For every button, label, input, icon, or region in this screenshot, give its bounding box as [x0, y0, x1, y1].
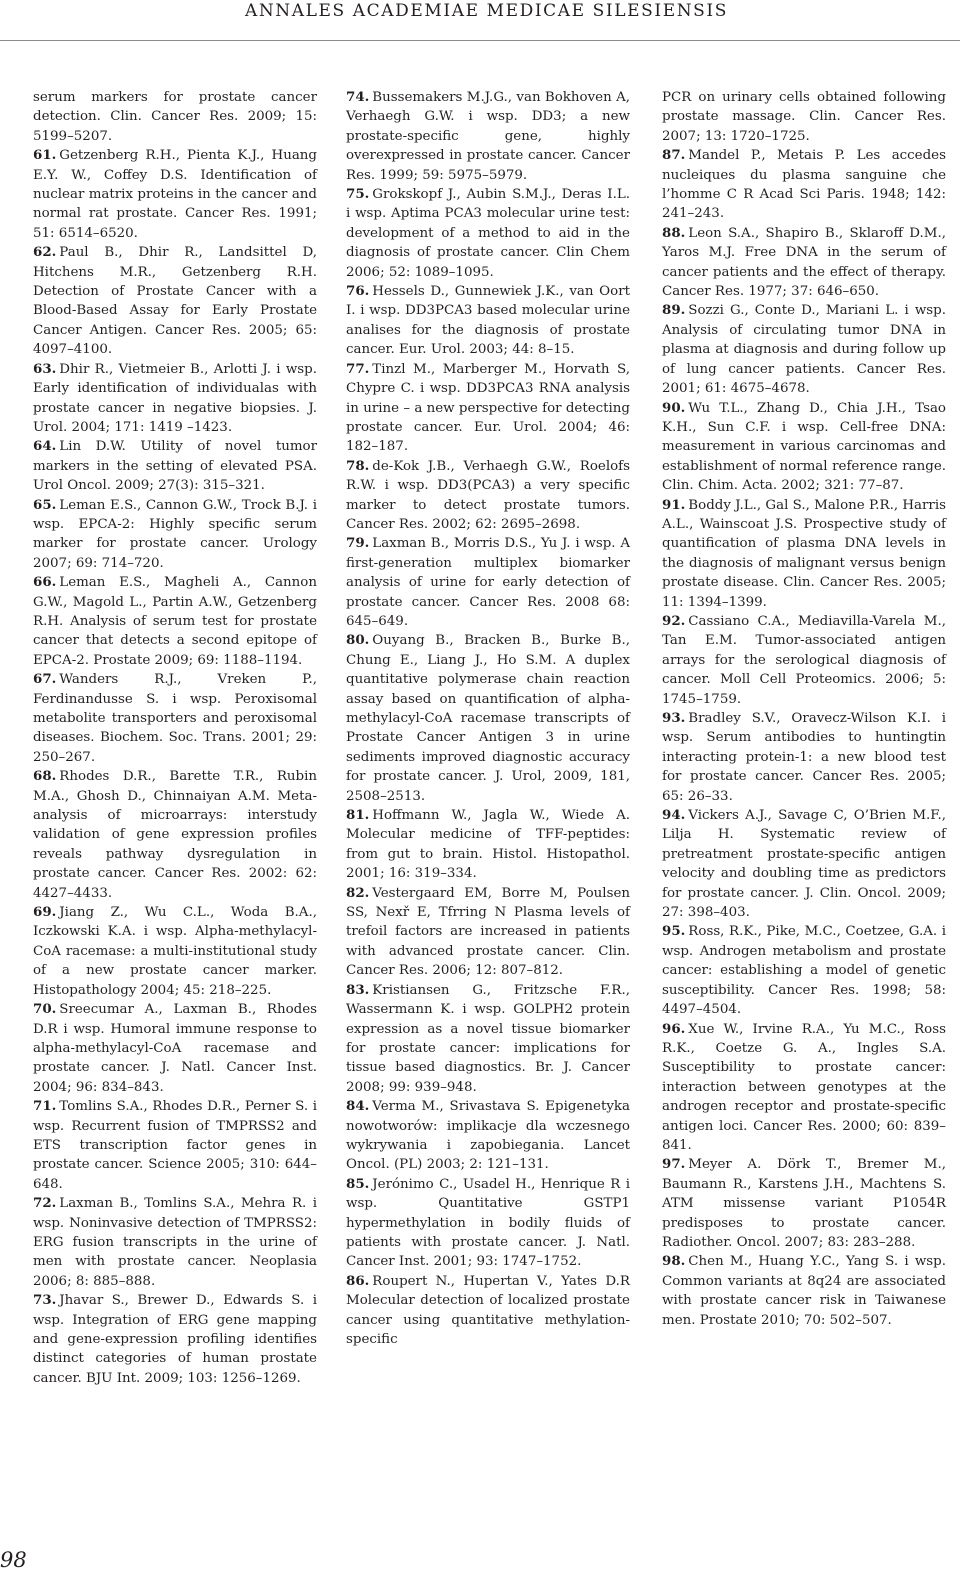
reference-number: 77.	[346, 360, 370, 377]
reference-text: i wsp. Common variants at 8q24 are associated with prostate cancer risk in Taiwanese men. Prostate 2010; 70: 502–507.	[662, 1254, 946, 1328]
reference-text: Les accedes nucleiques du plasma sanguine che l’homme C R Acad Sci Paris. 1948; 142: 241–243.	[662, 148, 946, 222]
reference-entry	[662, 1020, 946, 1156]
reference-text: i wsp. DD3PCA3 RNA analysis in urine – a new perspective for detecting prostate cancer. Eur. Urol. 2004; 46: 182–187.	[346, 381, 631, 455]
reference-entry	[33, 88, 317, 146]
reference-entry	[33, 360, 317, 438]
reference-number: 87.	[662, 147, 686, 164]
reference-entry	[662, 146, 946, 224]
reference-number: 80.	[346, 632, 370, 649]
reference-number: 65.	[33, 496, 57, 513]
reference-number: 62.	[33, 244, 57, 261]
reference-text: i wsp. EPCA-2: Highly specific serum marker for prostate cancer. Urology 2007; 69: 714–720.	[33, 497, 317, 571]
reference-text: i wsp. Alpha-methylacyl-CoA racemase: a multi-institutional study of a new prostate cancer marker. Histopathology 2004; 45: 218–225.	[33, 924, 317, 998]
reference-number: 90.	[662, 399, 686, 416]
reference-authors: Bussemakers M.J.G., van Bokhoven A, Verhaegh G.W.	[346, 90, 630, 125]
reference-text: i wsp. Serum antibodies to huntingtin interacting protein-1: a new blood test for prostate cancer. Cancer Res. 2005; 65: 26–33.	[662, 711, 946, 804]
reference-authors: Hessels D., Gunnewiek J.K., van Oort I.	[346, 284, 630, 319]
reference-column-2	[346, 88, 630, 1349]
reference-text: i wsp. Integration of ERG gene mapping and gene-expression profiling identifies distinct categories of human prostate cancer. BJU Int. 2009; 103: 1256–1269.	[33, 1293, 317, 1386]
reference-text: Detection of Prostate Cancer with a Blood-Based Assay for Early Prostate Cancer Antigen. Cancer Res. 2005; 65: 4097–4100.	[33, 284, 317, 358]
reference-entry	[662, 399, 946, 496]
reference-number: 61.	[33, 147, 57, 164]
reference-number: 84.	[346, 1098, 370, 1115]
reference-authors: Jerónimo C., Usadel H., Henrique R	[372, 1176, 621, 1192]
reference-entry	[662, 496, 946, 612]
reference-text: ATM missense variant P1054R predisposes to prostate cancer. Radiother. Oncol. 2007; 83: 283–288.	[662, 1196, 946, 1250]
reference-authors: Dhir R., Vietmeier B., Arlotti J.	[59, 361, 271, 377]
reference-entry	[33, 1291, 317, 1388]
reference-text: A duplex quantitative polymerase chain reaction assay based on quantification of alpha-methylacyl-CoA racemase transcripts of Prostate Cancer Antigen 3 in urine sediments improved diagnostic accuracy for prostate cancer. J. Urol, 2009, 181, 2508–2513.	[346, 652, 630, 804]
reference-text: Molecular medicine of TFF-peptides: from gut to brain. Histol. Histopathol. 2001; 16: 319–334.	[346, 827, 630, 882]
reference-number: 81.	[346, 807, 370, 824]
reference-entry	[346, 534, 630, 631]
reference-entry	[33, 767, 317, 903]
reference-authors: de-Kok J.B., Verhaegh G.W., Roelofs R.W.	[346, 458, 630, 494]
reference-number: 69.	[33, 904, 57, 921]
reference-number: 92.	[662, 612, 686, 629]
reference-entry	[346, 88, 630, 185]
reference-entry	[662, 301, 946, 398]
reference-entry	[33, 437, 317, 495]
reference-authors: Verma M., Srivastava S.	[372, 1099, 540, 1115]
reference-authors: Bradley S.V., Oravecz-Wilson K.I.	[688, 711, 931, 726]
reference-authors: Jiang Z., Wu C.L., Woda B.A., Iczkowski K.A.	[33, 905, 317, 940]
reference-entry	[33, 1194, 317, 1291]
reference-entry	[33, 1000, 317, 1097]
reference-text: i wsp. Analysis of circulating tumor DNA in plasma at diagnosis and during follow up of lung cancer patients. Cancer Res. 2001; 61: 4675–4678.	[662, 303, 946, 397]
reference-number: 63.	[33, 360, 57, 377]
reference-authors: Jhavar S., Brewer D., Edwards S.	[59, 1293, 305, 1309]
running-head	[0, 0, 960, 41]
reference-number: 68.	[33, 768, 57, 785]
reference-text: Analysis of serum test for prostate cancer that detects a second epitope of EPCA-2. Prostate 2009; 69: 1188–1194.	[33, 613, 317, 668]
reference-authors: Lin D.W.	[59, 439, 126, 455]
reference-authors: Paul B., Dhir R., Landsittel D, Hitchens M.R., Getzenberg R.H.	[33, 245, 317, 280]
journal-title: ANNALES ACADEMIAE MEDICAE SILESIENSIS	[244, 1, 728, 21]
reference-text: i wsp. Peroxisomal metabolite transporters and peroxisomal diseases. Biochem. Soc. Trans. 2001; 29: 250–267.	[33, 691, 317, 765]
reference-text: PCR on urinary cells obtained following prostate massage. Clin. Cancer Res. 2007; 13: 1720–1725.	[662, 90, 946, 144]
reference-number: 72.	[33, 1195, 57, 1212]
reference-number: 75.	[346, 186, 370, 203]
reference-entry	[33, 670, 317, 767]
reference-text: serum markers for prostate cancer detection. Clin. Cancer Res. 2009; 15: 5199–5207.	[33, 90, 317, 144]
reference-text: Systematic review of pretreatment prostate-specific antigen velocity and doubling time as predictors for prostate cancer. J. Clin. Oncol. 2009; 27: 398–403.	[662, 827, 946, 921]
reference-entry	[662, 1252, 946, 1330]
reference-text: i wsp. Noninvasive detection of TMPRSS2: ERG fusion transcripts in the urine of men with prostate cancer. Neoplasia 2006; 8: 885–888.	[33, 1196, 317, 1289]
reference-authors: Rhodes D.R., Barette T.R., Rubin M.A., Ghosh D., Chinnaiyan A.M.	[33, 769, 317, 804]
reference-text: i wsp. Androgen metabolism and prostate cancer: establishing a model of genetic susceptibility. Cancer Res. 1998; 58: 4497–4504.	[662, 924, 947, 1018]
reference-text: i wsp. Early identification of individualas with prostate cancer in negative biopsies. J. Urol. 2004; 171: 1419 –1423.	[33, 361, 317, 435]
reference-number: 88.	[662, 224, 686, 241]
reference-authors: Boddy J.L., Gal S., Malone P.R., Harris A.L., Wainscoat J.S.	[662, 497, 946, 532]
reference-text: Plasma levels of trefoil factors are increased in patients with advanced prostate cancer. Clin. Cancer Res. 2006; 12: 807–812.	[346, 905, 630, 979]
reference-number: 66.	[33, 574, 57, 591]
reference-text: Free DNA in the serum of cancer patients and the effect of therapy. Cancer Res. 1977; 37: 646–650.	[662, 245, 946, 300]
reference-text: i wsp. Aptima PCA3 molecular urine test: development of a method to aid in the diagnosis of prostate cancer. Clin Chem 2006; 52: 1089–1095.	[346, 206, 630, 280]
reference-column-1	[33, 88, 317, 1388]
reference-text: Identification of nuclear matrix proteins in the cancer and normal rat prostate. Cancer Res. 1991; 51: 6514–6520.	[33, 167, 317, 241]
reference-text: i wsp. DD3PCA3 based molecular urine analises for the diagnosis of prostate cancer. Eur. Urol. 2003; 44: 8–15.	[346, 303, 630, 358]
reference-text: i wsp. Recurrent fusion of TMPRSS2 and ETS transcription factor genes in prostate cancer. Science 2005; 310: 644–648.	[33, 1099, 318, 1192]
reference-entry	[346, 981, 630, 1097]
reference-authors: Vickers A.J., Savage C, O’Brien M.F., Lilja H.	[662, 808, 946, 843]
reference-entry	[346, 1097, 630, 1175]
reference-entry	[346, 1175, 630, 1272]
reference-number: 93.	[662, 710, 686, 726]
reference-number: 85.	[346, 1175, 370, 1192]
reference-text: i wsp. Cell-free DNA: measurement in various carcinomas and establishment of normal reference range. Clin. Chim. Acta. 2002; 321: 77–87.	[662, 419, 946, 494]
reference-number: 79.	[346, 535, 370, 552]
reference-authors: Chen M., Huang Y.C., Yang S.	[688, 1254, 899, 1270]
reference-text: i wsp. DD3(PCA3) a very specific marker to detect prostate tumors. Cancer Res. 2002; 62: 2695–2698.	[346, 478, 630, 532]
reference-authors: Laxman B., Morris D.S., Yu J.	[372, 536, 571, 552]
reference-entry	[346, 282, 630, 360]
reference-text: Epigenetyka nowotworów: implikacje dla wczesnego wykrywania i zapobiegania. Lancet Oncol. (PL) 2003; 2: 121–131.	[346, 1099, 630, 1173]
reference-entry	[33, 903, 317, 1000]
reference-number: 97.	[662, 1156, 686, 1173]
reference-entry	[33, 146, 317, 243]
reference-entry	[33, 496, 317, 574]
reference-authors: Grokskopf J., Aubin S.M.J., Deras I.L.	[372, 187, 630, 203]
reference-text: Meta-analysis of microarrays: interstudy validation of gene expression profiles reveals pathway dysregulation in prostate cancer. Cancer Res. 2002: 62: 4427–4433.	[33, 788, 317, 901]
reference-text: Prospective study of quantification of plasma DNA levels in the diagnosis of malignant versus benign prostate disease. Clin. Cancer Res. 2005; 11: 1394–1399.	[662, 516, 946, 610]
reference-authors: Tinzl M., Marberger M., Horvath S, Chypre C.	[346, 361, 630, 397]
reference-authors: Leon S.A., Shapiro B., Sklaroff D.M., Yaros M.J.	[662, 225, 946, 261]
reference-number: 83.	[346, 981, 370, 998]
reference-authors: Ross, R.K., Pike, M.C., Coetzee, G.A.	[688, 924, 938, 940]
reference-number: 71.	[33, 1098, 57, 1115]
reference-authors: Leman E.S., Magheli A., Cannon G.W., Magold L., Partin A.W., Getzenberg R.H.	[33, 575, 317, 629]
reference-authors: Ouyang B., Bracken B., Burke B., Chung E., Liang J., Ho S.M.	[346, 633, 630, 668]
reference-authors: Mandel P., Metais P.	[688, 148, 846, 164]
reference-authors: Roupert N., Hupertan V., Yates D.R	[372, 1273, 630, 1289]
reference-authors: Cassiano C.A., Mediavilla-Varela M., Tan E.M.	[662, 613, 946, 649]
reference-number: 78.	[346, 457, 370, 474]
reference-entry	[346, 806, 630, 884]
reference-entry	[346, 631, 630, 806]
reference-entry	[346, 185, 630, 282]
reference-entry	[662, 88, 946, 146]
reference-text: i wsp. GOLPH2 protein expression as a novel tissue biomarker for prostate cancer: implications for tissue based diagnostics. Br. J. Cancer 2008; 99: 939–948.	[346, 1002, 630, 1095]
reference-text: i wsp. Quantitative GSTP1 hypermethylation in bodily fluids of patients with prostate cancer. J. Natl. Cancer Inst. 2001; 93: 1747–1752.	[346, 1176, 630, 1270]
reference-entry	[662, 612, 946, 709]
reference-number: 95.	[662, 923, 686, 940]
reference-number: 96.	[662, 1020, 686, 1037]
reference-entry	[662, 922, 946, 1019]
reference-text: i wsp. DD3; a new prostate-specific gene, highly overexpressed in prostate cancer. Cancer Res. 1999; 59: 5975–5979.	[346, 109, 630, 183]
reference-entry	[33, 573, 317, 670]
reference-authors: Xue W., Irvine R.A., Yu M.C., Ross R.K., Coetze G. A., Ingles S.A.	[662, 1021, 946, 1056]
reference-number: 82.	[346, 884, 370, 901]
reference-entry	[346, 884, 630, 981]
reference-entry	[346, 457, 630, 535]
reference-authors: Sozzi G., Conte D., Mariani L.	[688, 303, 899, 319]
reference-number: 76.	[346, 283, 370, 300]
reference-number: 73.	[33, 1292, 57, 1309]
reference-number: 70.	[33, 1001, 57, 1018]
reference-authors: Sreecumar A., Laxman B., Rhodes D.R	[33, 1002, 317, 1037]
reference-entry	[346, 360, 630, 457]
reference-authors: Meyer A. Dörk T., Bremer M., Baumann R., Karstens J.H., Machtens S.	[662, 1157, 946, 1192]
reference-number: 86.	[346, 1272, 370, 1289]
reference-authors: Tomlins S.A., Rhodes D.R., Perner S.	[59, 1099, 309, 1115]
reference-authors: Leman E.S., Cannon G.W., Trock B.J.	[59, 497, 309, 513]
reference-number: 98.	[662, 1253, 686, 1270]
reference-entry	[662, 1155, 946, 1252]
reference-entry	[33, 243, 317, 359]
reference-text: Susceptibility to prostate cancer: interaction between genotypes at the androgen receptor and prostate-specific antigen loci. Cancer Res. 2000; 60: 839–841.	[662, 1060, 946, 1153]
reference-entry	[662, 806, 946, 922]
reference-number: 74.	[346, 89, 370, 105]
reference-authors: Hoffmann W., Jagla W., Wiede A.	[372, 808, 630, 824]
reference-authors: Vestergaard EM, Borre M, Poulsen SS, Nexř E, Tfrring N	[346, 885, 630, 921]
reference-entry	[662, 224, 946, 302]
reference-number: 67.	[33, 671, 57, 688]
reference-authors: Getzenberg R.H., Pienta K.J., Huang E.Y. W., Coffey D.S.	[33, 148, 317, 183]
reference-entry	[33, 1097, 317, 1194]
reference-authors: Wu T.L., Zhang D., Chia J.H., Tsao K.H., Sun C.F.	[662, 400, 946, 435]
reference-authors: Kristiansen G., Fritzsche F.R., Wassermann K.	[346, 982, 630, 1018]
reference-number: 64.	[33, 438, 57, 455]
reference-entry	[662, 709, 946, 806]
reference-text: Molecular detection of localized prostate cancer using quantitative methylation-specific	[346, 1293, 630, 1347]
reference-text: i wsp. Humoral immune response to alpha-methylacyl-CoA racemase and prostate cancer. J. Natl. Cancer Inst. 2004; 96: 834–843.	[33, 1021, 317, 1095]
reference-column-3	[662, 88, 946, 1330]
reference-text: i wsp. A first-generation multiplex biomarker analysis of urine for early detection of prostate cancer. Cancer Res. 2008 68: 645–649.	[346, 536, 630, 629]
reference-authors: Laxman B., Tomlins S.A., Mehra R.	[59, 1196, 307, 1212]
reference-number: 89.	[662, 302, 686, 319]
reference-number: 94.	[662, 807, 686, 824]
reference-authors: Wanders R.J., Vreken P., Ferdinandusse S.	[33, 672, 317, 707]
reference-text: Utility of novel tumor markers in the setting of elevated PSA. Urol Oncol. 2009; 27(3): 315–321.	[33, 439, 318, 494]
page-number: 98	[0, 1548, 27, 1572]
reference-entry	[346, 1272, 630, 1350]
reference-text: Tumor-associated antigen arrays for the serological diagnosis of cancer. Moll Cell Proteomics. 2006; 5: 1745–1759.	[662, 633, 946, 707]
reference-number: 91.	[662, 496, 686, 513]
